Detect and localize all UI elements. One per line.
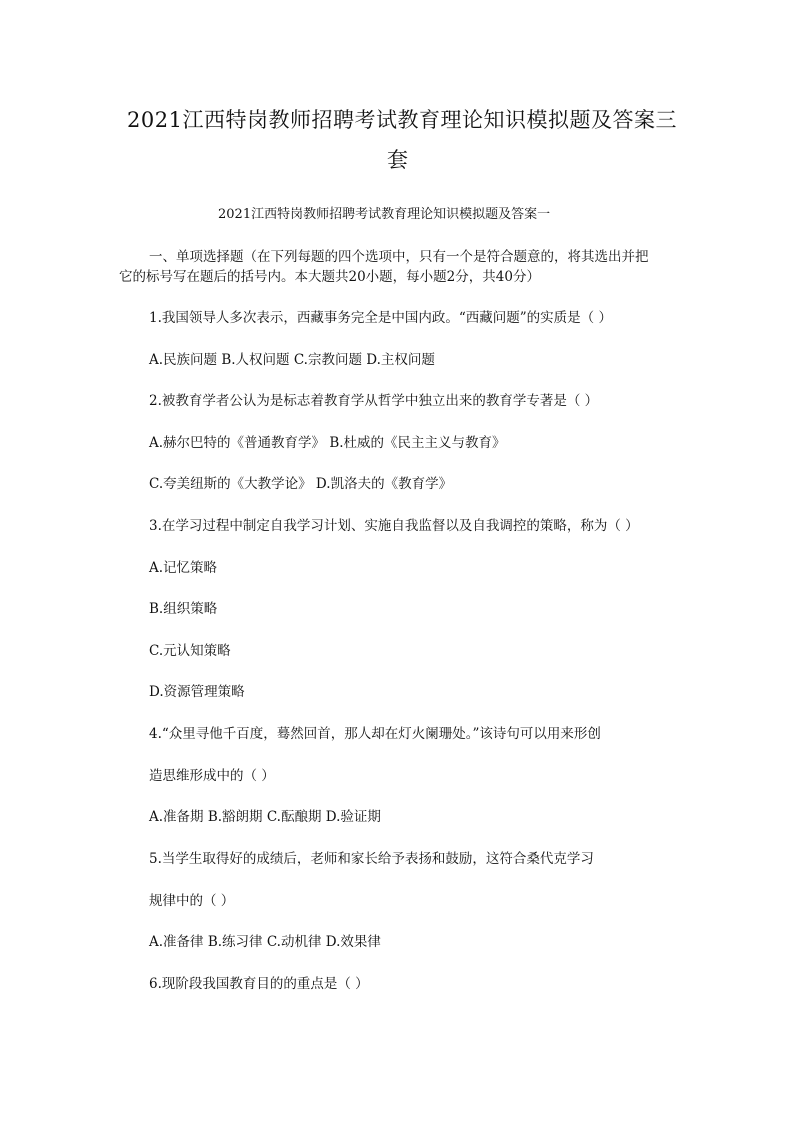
question-6: 6.现阶段我国教育目的的重点是（ ） xyxy=(149,976,369,992)
question-3-option-b: B.组织策略 xyxy=(149,601,218,617)
question-2-options-ab: A.赫尔巴特的《普通教育学》 B.杜威的《民主主义与教育》 xyxy=(149,435,506,451)
section-intro-line-1: 一、单项选择题（在下列每题的四个选项中，只有一个是符合题意的，将其选出并把 xyxy=(149,249,649,265)
document-title-line-1: 2021江西特岗教师招聘考试教育理论知识模拟题及答案三 xyxy=(127,108,677,132)
question-4-line-1: 4.“众里寻他千百度，蓦然回首，那人却在灯火阑珊处。”该诗句可以用来形创 xyxy=(149,726,601,742)
question-1: 1.我国领导人多次表示，西藏事务完全是中国内政。“西藏问题”的实质是（ ） xyxy=(149,310,612,326)
question-5-line-2: 规律中的（ ） xyxy=(149,893,235,909)
question-3: 3.在学习过程中制定自我学习计划、实施自我监督以及自我调控的策略，称为（ ） xyxy=(149,518,639,534)
question-4-line-2: 造思维形成中的（ ） xyxy=(149,768,275,784)
document-subtitle: 2021江西特岗教师招聘考试教育理论知识模拟题及答案一 xyxy=(218,207,551,222)
question-1-options: A.民族问题 B.人权问题 C.宗教问题 D.主权问题 xyxy=(149,352,435,368)
question-2-options-cd: C.夸美纽斯的《大教学论》 D.凯洛夫的《教育学》 xyxy=(149,476,453,492)
section-intro-line-2: 它的标号写在题后的括号内。本大题共20小题，每小题2分，共40分） xyxy=(119,269,540,285)
question-2: 2.被教育学者公认为是标志着教育学从哲学中独立出来的教育学专著是（ ） xyxy=(149,393,599,409)
question-5-line-1: 5.当学生取得好的成绩后，老师和家长给予表扬和鼓励，这符合桑代克学习 xyxy=(149,851,594,867)
question-4-options: A.准备期 B.豁朗期 C.酝酿期 D.验证期 xyxy=(149,809,381,825)
question-3-option-d: D.资源管理策略 xyxy=(149,684,245,700)
question-3-option-a: A.记忆策略 xyxy=(149,560,218,576)
question-3-option-c: C.元认知策略 xyxy=(149,643,231,659)
question-5-options: A.准备律 B.练习律 C.动机律 D.效果律 xyxy=(149,934,381,950)
document-title-line-2: 套 xyxy=(387,148,409,172)
